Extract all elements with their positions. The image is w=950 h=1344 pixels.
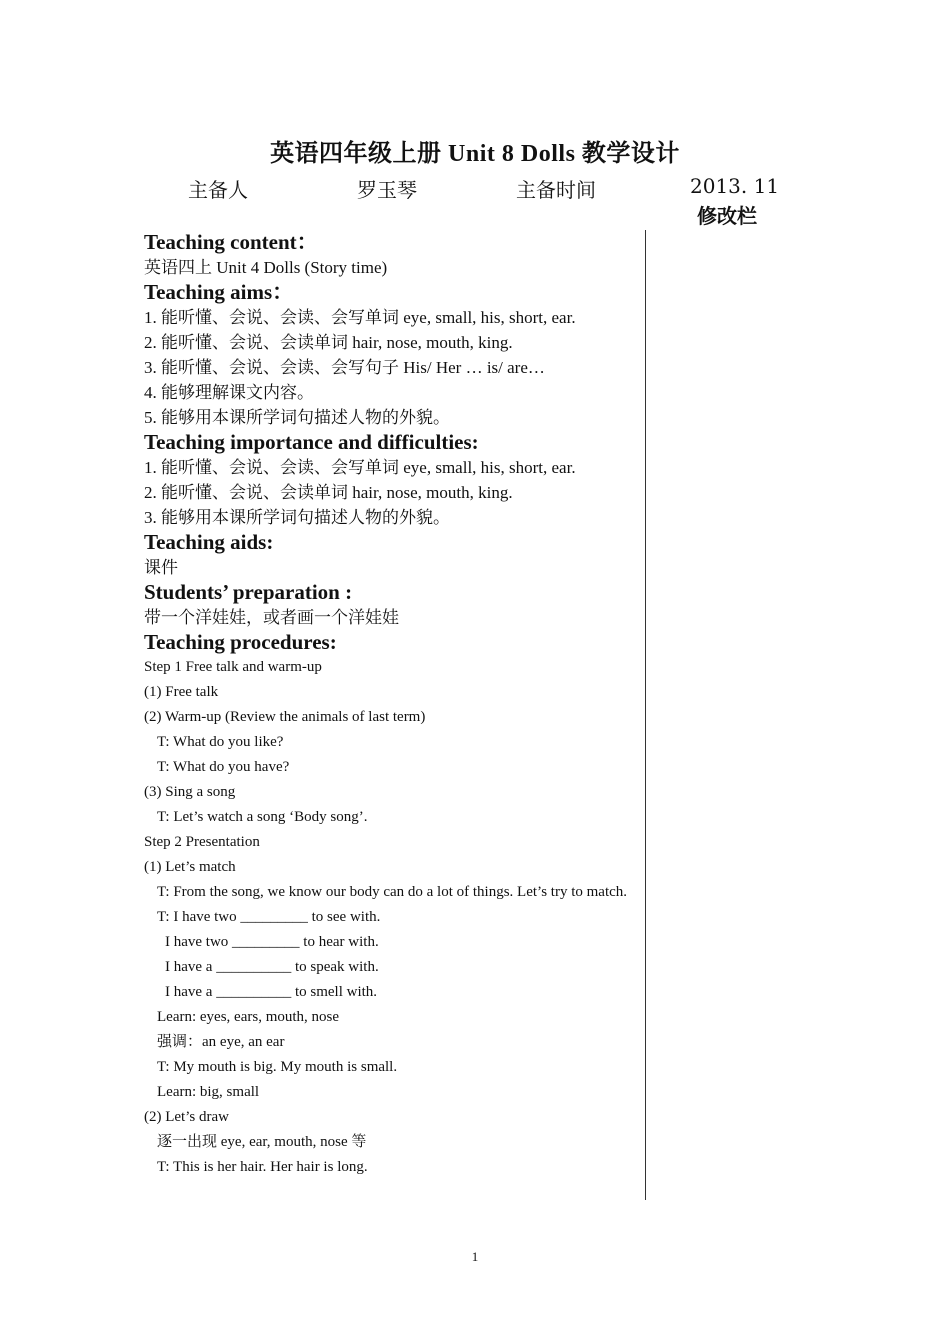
procedure-line: (1) Free talk — [144, 684, 219, 700]
page-number: 1 — [471, 1249, 479, 1264]
procedure-line: T: This is her hair. Her hair is long. — [157, 1159, 368, 1175]
preparation-text: 带一个洋娃娃，或者画一个洋娃娃 — [144, 608, 399, 627]
procedure-line: 逐一出现 eye, ear, mouth, nose 等 — [157, 1134, 367, 1150]
prep-time-label: 主备时间 — [516, 178, 596, 202]
revision-column-label: 修改栏 — [697, 204, 757, 228]
procedure-line: Step 2 Presentation — [144, 834, 260, 850]
procedure-line: T: What do you have? — [157, 759, 290, 775]
procedure-line: 强调：an eye, an ear — [157, 1034, 285, 1050]
document-title: 英语四年级上册 Unit 8 Dolls 教学设计 — [270, 141, 680, 167]
aids-text: 课件 — [144, 558, 178, 577]
procedure-line: T: Let’s watch a song ‘Body song’. — [157, 809, 368, 825]
procedure-line: Learn: eyes, ears, mouth, nose — [157, 1009, 340, 1025]
content-heading: Teaching content： — [144, 230, 318, 254]
content-text: 英语四上 Unit 4 Dolls (Story time) — [144, 258, 388, 277]
procedure-line: T: What do you like? — [157, 734, 284, 750]
importance-heading: Teaching importance and difficulties: — [144, 430, 479, 454]
procedures-heading: Teaching procedures: — [144, 630, 337, 654]
importance-item: 2. 能听懂、会说、会读单词 hair, nose, mouth, king. — [144, 483, 513, 502]
aim-item: 5. 能够用本课所学词句描述人物的外貌。 — [144, 408, 450, 427]
procedure-line: (3) Sing a song — [144, 784, 236, 800]
procedure-line: (2) Let’s draw — [144, 1109, 229, 1125]
preparation-heading: Students’ preparation : — [144, 580, 353, 604]
aids-heading: Teaching aids: — [144, 530, 274, 554]
procedure-line: (1) Let’s match — [144, 859, 236, 875]
procedure-line: Step 1 Free talk and warm-up — [144, 659, 322, 675]
aim-item: 1. 能听懂、会说、会读、会写单词 eye, small, his, short, ear. — [144, 308, 576, 327]
procedure-line: Learn: big, small — [157, 1084, 260, 1100]
procedure-line: T: My mouth is big. My mouth is small. — [157, 1059, 398, 1075]
procedure-line: I have two _________ to hear with. — [165, 934, 379, 950]
procedure-line: T: From the song, we know our body can do a lot of things. Let’s try to match. — [157, 884, 628, 900]
importance-item: 1. 能听懂、会说、会读、会写单词 eye, small, his, short, ear. — [144, 458, 576, 477]
procedure-line: I have a __________ to smell with. — [165, 984, 378, 1000]
lesson-plan-body — [144, 230, 642, 1180]
aim-item: 3. 能听懂、会说、会读、会写句子 His/ Her … is/ are… — [144, 358, 545, 377]
procedure-line: T: I have two _________ to see with. — [157, 909, 381, 925]
procedure-line: I have a __________ to speak with. — [165, 959, 379, 975]
aim-item: 2. 能听懂、会说、会读单词 hair, nose, mouth, king. — [144, 333, 513, 352]
preparer-name: 罗玉琴 — [357, 178, 417, 202]
aim-item: 4. 能够理解课文内容。 — [144, 383, 314, 402]
column-divider — [645, 230, 646, 1200]
importance-item: 3. 能够用本课所学词句描述人物的外貌。 — [144, 508, 450, 527]
procedure-line: (2) Warm-up (Review the animals of last term) — [144, 709, 426, 725]
aims-heading: Teaching aims： — [144, 280, 294, 304]
prep-time-value: 2013. 11 — [690, 174, 780, 198]
preparer-label: 主备人 — [188, 178, 248, 202]
